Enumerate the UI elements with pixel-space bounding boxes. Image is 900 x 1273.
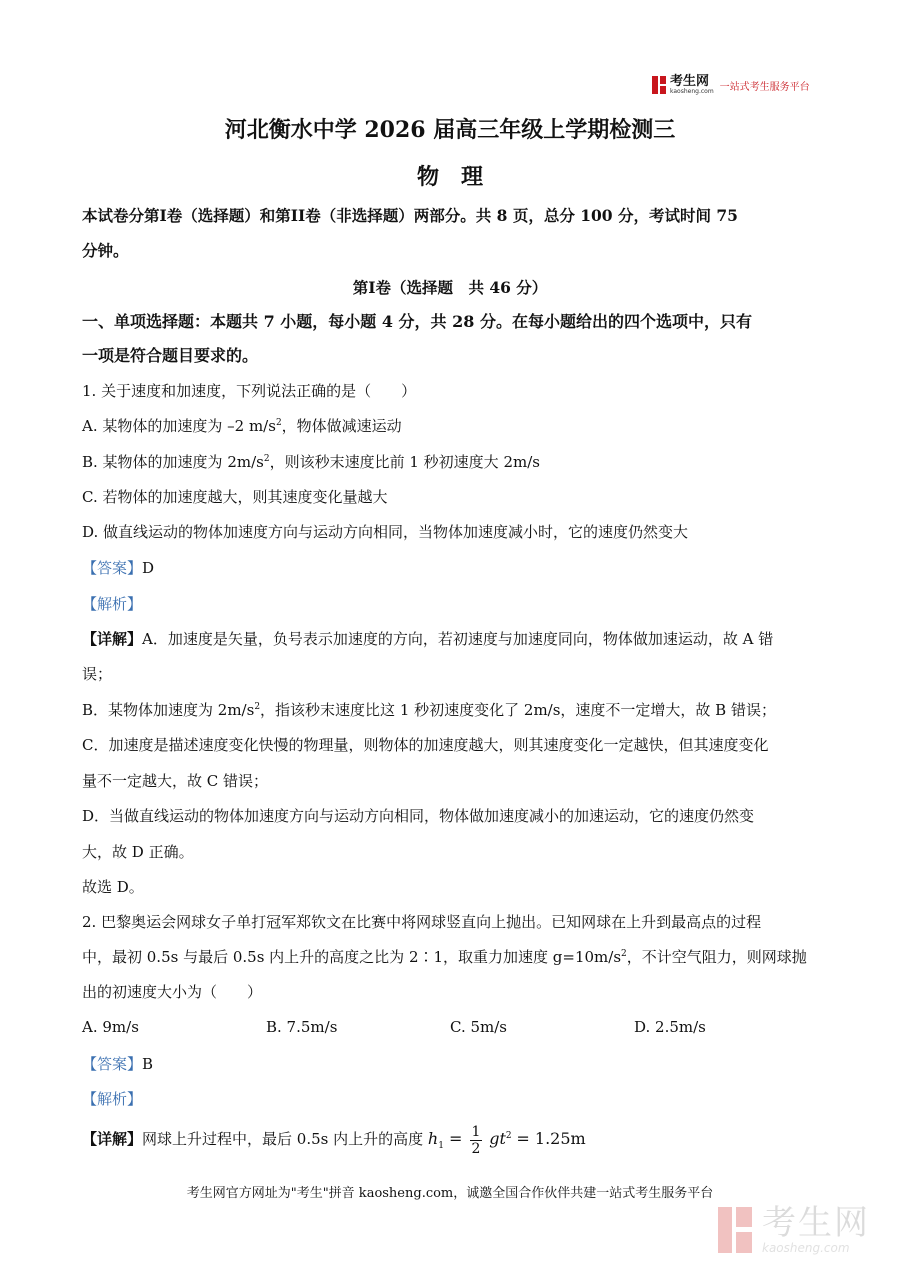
logo-slogan: 一站式考生服务平台 [719,81,810,93]
logo-url: kaosheng.com [670,87,714,95]
answer-value: D [142,559,155,577]
q1-analysis-label: 【解析】 [82,595,143,613]
logo-name: 考生网 [670,73,710,89]
fraction-half: $\frac{1}{2}$ [471,1123,481,1157]
q1-option-a: A. 某物体的加速度为 –2 $m/s^2$，物体做减速运动 [82,417,402,435]
formula: $h_1$ = [427,1129,468,1152]
section-title: 第I卷（选择题 共 46 分） [352,278,548,297]
answer-label: 【答案】 [82,1055,143,1073]
q1-explain-a-1: 【详解】A．加速度是矢量，负号表示加速度的方向，若初速度与加速度同向，物体做加速运动，故 A 错 [82,630,774,648]
q2-stem-1: 2. 巴黎奥运会网球女子单打冠军郑钦文在比赛中将网球竖直向上抛出。已知网球在上升到最高点的过程 [82,913,762,931]
q1-explain-d-2: 大，故 D 正确。 [82,843,194,861]
brand-logo[interactable] [652,74,810,96]
q2-analysis-label: 【解析】 [82,1090,143,1108]
q2-option-a: A. 9m/s [82,1018,139,1036]
q1-explain-b: B．某物体加速度为 $2m/s^2$，指该秒末速度比这 1 秒初速度变化了 2m/s，速度不一定增大，故 B 错误； [82,701,776,719]
q2-answer [82,1054,153,1074]
part-heading-2: 一项是符合题目要求的。 [82,346,259,365]
watermark-logo-icon [718,1207,754,1253]
q2-stem-3: 出的初速度大小为（ ） [82,983,263,1001]
watermark [718,1205,870,1255]
intro-line-2: 分钟。 [82,241,129,260]
q1-option-b: B. 某物体的加速度为 $2m/s^2$，则该秒末速度比前 1 秒初速度大 2m/s [82,453,540,471]
answer-value: B [142,1055,154,1073]
q1-explain-c-1: C．加速度是描述速度变化快慢的物理量，则物体的加速度越大，则其速度变化一定越快，但其速度变化 [82,736,769,754]
page-footer: 考生网官方网址为"考生"拼音 kaosheng.com，诚邀全国合作伙伴共建一站式考生服务平台 [186,1186,714,1201]
q1-stem: 1. 关于速度和加速度，下列说法正确的是（ ） [82,382,417,400]
q2-option-d: D. 2.5m/s [634,1018,706,1036]
q1-conclusion: 故选 D。 [82,878,144,896]
q1-explain-c-2: 量不一定越大，故 C 错误； [82,772,269,790]
logo-text [670,73,714,95]
q1-answer [82,558,154,578]
q2-detail: 【详解】网球上升过程中，最后 0.5s 内上升的高度 $h_1$ = $\frac{1}{2}$ $gt^2 = 1.25m$ [82,1123,586,1157]
q2-option-c: C. 5m/s [450,1018,507,1036]
watermark-url: kaosheng.com [762,1241,850,1255]
q1-explain-a-2: 误； [82,665,113,683]
q2-stem-2: 中，最初 0.5s 与最后 0.5s 内上升的高度之比为 2∶1，取重力加速度 $g=10m/s^2$，不计空气阻力，则网球抛 [82,948,807,966]
answer-label: 【答案】 [82,559,143,577]
q1-explain-d-1: D．当做直线运动的物体加速度方向与运动方向相同，物体做加速度减小的加速运动，它的速度仍然变 [82,807,755,825]
intro-line-1: 本试卷分第I卷（选择题）和第II卷（非选择题）两部分。共 8 页，总分 100 分，考试时间 75 [82,206,738,225]
exam-title: 河北衡水中学 2026 届高三年级上学期检测三 [224,117,676,143]
logo-icon [652,76,666,94]
watermark-name: 考生网 [762,1203,870,1243]
part-heading-1: 一、单项选择题：本题共 7 小题，每小题 4 分，共 28 分。在每小题给出的四个选项中，只有 [82,312,752,331]
q1-option-c: C. 若物体的加速度越大，则其速度变化量越大 [82,488,388,506]
q1-option-d: D. 做直线运动的物体加速度方向与运动方向相同，当物体加速度减小时，它的速度仍然变大 [82,523,689,541]
subject-title: 物 理 [416,164,483,190]
q2-option-b: B. 7.5m/s [266,1018,338,1036]
